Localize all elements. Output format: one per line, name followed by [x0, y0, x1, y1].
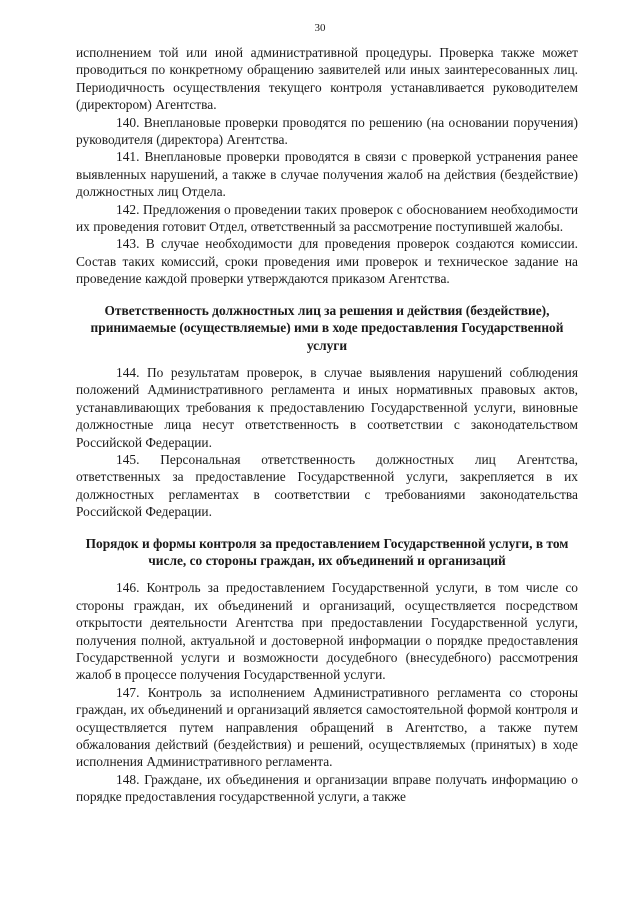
paragraph-continuation: исполнением той или иной административной процедуры. Проверка также может проводиться по конкретному обращению заявителей или иных заинтересованных лиц. Периодичность осуществления текущего контроля устанавливается руководителем (директором) Агентства.	[76, 45, 578, 113]
paragraph-144: 144. По результатам проверок, в случае выявления нарушений соблюдения положений Административного регламента и иных нормативных правовых актов, устанавливающих требования к предоставлению Государственной услуги, виновные должностные лица несут ответственность в соответствии с законодательством Российской Федерации.	[76, 364, 578, 450]
paragraph-145: 145. Персональная ответственность должностных лиц Агентства, ответственных за предоставление Государственной услуги, закрепляется в их должностных регламентах в соответствии с требованиями законодательства Российской Федерации.	[76, 451, 578, 520]
paragraph-140: 140. Внеплановые проверки проводятся по решению (на основании поручения) руководителя (директора) Агентства.	[76, 114, 578, 148]
paragraph-147: 147. Контроль за исполнением Административного регламента со стороны граждан, их объединений и организаций является самостоятельной формой контроля и осуществляется путем направления обращений в Агентство, а также путем обжалования действий (бездействия) и решений, осуществляемых (принятых) в ходе исполнения Административного регламента.	[76, 684, 578, 770]
paragraph-142: 142. Предложения о проведении таких проверок с обоснованием необходимости их проведения готовит Отдел, ответственный за рассмотрение поступившей жалобы.	[76, 201, 578, 235]
page-number: 30	[314, 22, 326, 34]
paragraph-141: 141. Внеплановые проверки проводятся в связи с проверкой устранения ранее выявленных нарушений, а также в случае получения жалоб на действия (бездействие) должностных лиц Отдела.	[76, 149, 578, 200]
paragraph-148: 148. Граждане, их объединения и организации вправе получать информацию о порядке предоставления государственной услуги, а также	[76, 771, 578, 805]
section-heading-control-forms: Порядок и формы контроля за предоставлением Государственной услуги, в том числе, со стороны граждан, их объединений и организаций	[85, 535, 569, 568]
paragraph-146: 146. Контроль за предоставлением Государственной услуги, в том числе со стороны граждан, их объединений и организаций, осуществляется посредством открытости деятельности Агентства при предоставлении Государственной услуги, получения полной, актуальной и достоверной информации о порядке предоставления Государственной услуги и возможности досудебного (внесудебного) рассмотрения жалоб в процессе получения Государственной услуги.	[76, 580, 578, 683]
document-body	[76, 44, 578, 806]
paragraph-143: 143. В случае необходимости для проведения проверок создаются комиссии. Состав таких комиссий, сроки проведения ими проверок и техническое задание на проведение каждой проверки утверждаются приказом Агентства.	[76, 236, 578, 287]
section-heading-responsibility: Ответственность должностных лиц за решения и действия (бездействие), принимаемые (осуществляемые) ими в ходе предоставления Государственной услуги	[90, 302, 564, 353]
